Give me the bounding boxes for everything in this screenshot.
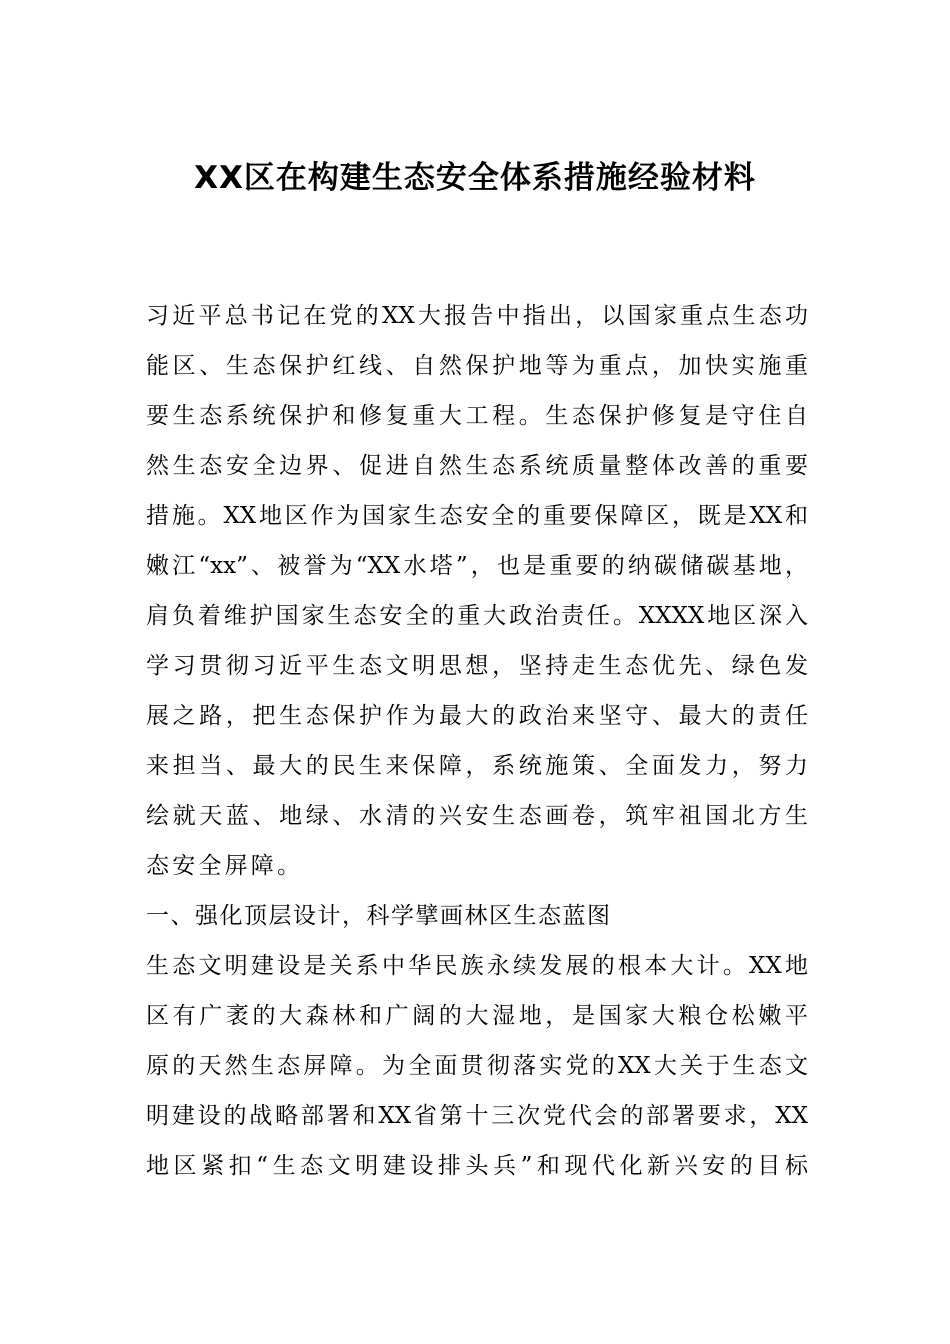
paragraph-line: 原的天然生态屏障。为全面贯彻落实党的XX大关于生态文 [146, 1053, 808, 1079]
section-heading: 一、强化顶层设计，科学擘画林区生态蓝图 [146, 903, 612, 929]
paragraph-line: 能区、生态保护红线、自然保护地等为重点，加快实施重 [146, 353, 808, 379]
paragraph-line: 学习贯彻习近平生态文明思想，坚持走生态优先、绿色发 [146, 653, 808, 679]
paragraph-line: 生态文明建设是关系中华民族永续发展的根本大计。XX地 [146, 953, 808, 979]
paragraph-line: 措施。XX地区作为国家生态安全的重要保障区，既是XX和 [146, 503, 808, 529]
paragraph-line: 然生态安全边界、促进自然生态系统质量整体改善的重要 [146, 453, 808, 479]
paragraph-line: 地区紧扣“生态文明建设排头兵”和现代化新兴安的目标 [146, 1153, 808, 1179]
document-body [146, 291, 808, 1191]
paragraph-line: 肩负着维护国家生态安全的重大政治责任。XXXX地区深入 [146, 603, 808, 629]
paragraph-line: 嫩江“xx”、被誉为“XX水塔”，也是重要的纳碳储碳基地， [146, 553, 808, 579]
paragraph-line: 态安全屏障。 [146, 853, 304, 879]
paragraph-line: 绘就天蓝、地绿、水清的兴安生态画卷，筑牢祖国北方生 [146, 803, 808, 829]
paragraph-line: 要生态系统保护和修复重大工程。生态保护修复是守住自 [146, 403, 808, 429]
paragraph-line: 习近平总书记在党的XX大报告中指出，以国家重点生态功 [146, 303, 808, 329]
document-title: XX区在构建生态安全体系措施经验材料 [194, 160, 756, 196]
paragraph-line: 展之路，把生态保护作为最大的政治来坚守、最大的责任 [146, 703, 808, 729]
paragraph-line: 区有广袤的大森林和广阔的大湿地，是国家大粮仓松嫩平 [146, 1003, 808, 1029]
paragraph-line: 来担当、最大的民生来保障，系统施策、全面发力，努力 [146, 753, 808, 779]
paragraph-line: 明建设的战略部署和XX省第十三次党代会的部署要求，XX [146, 1103, 808, 1129]
